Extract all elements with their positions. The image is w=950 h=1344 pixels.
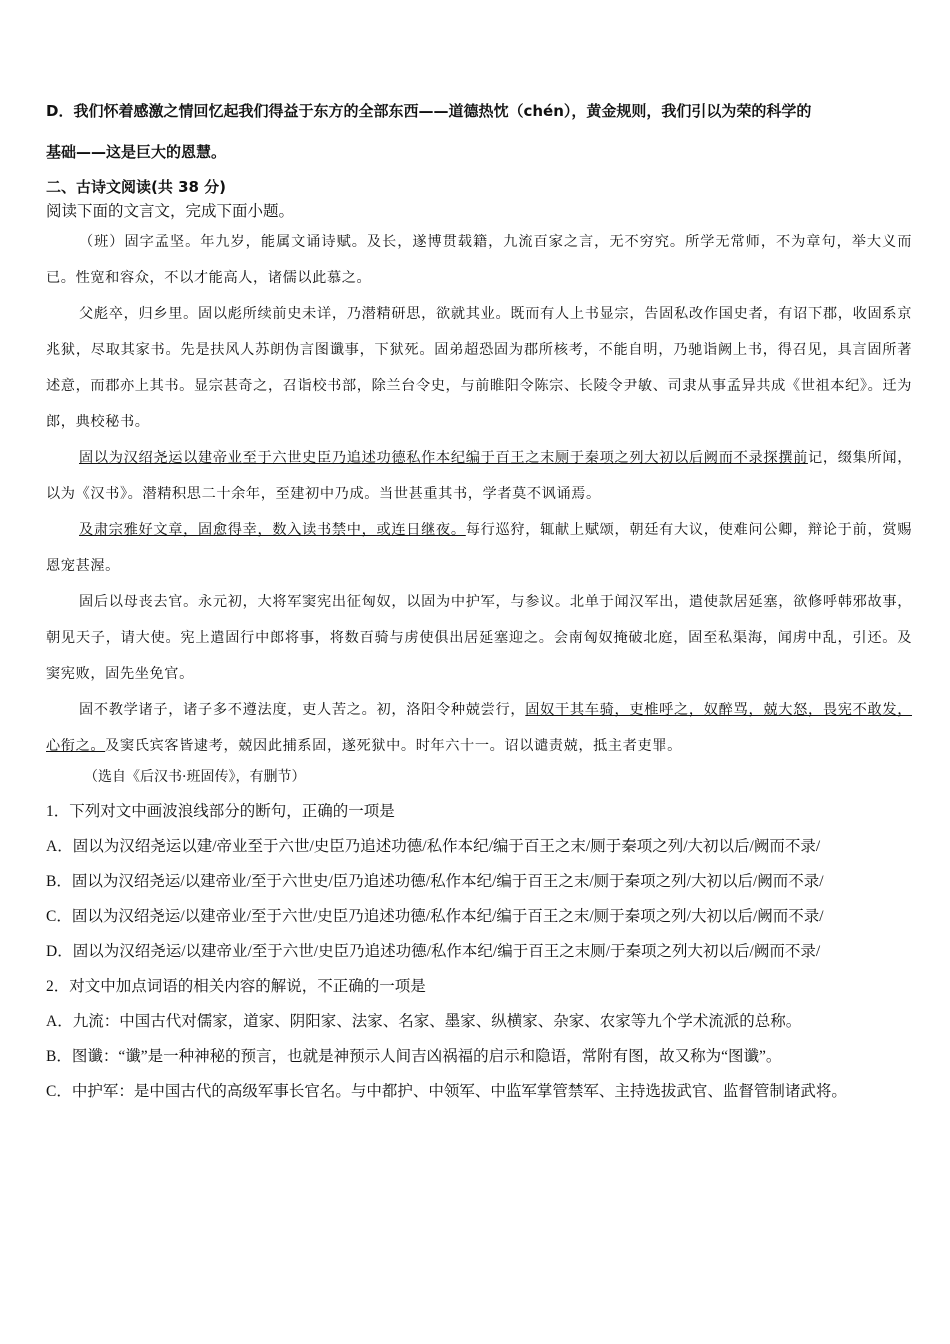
instruction: 阅读下面的文言文，完成下面小题。 — [46, 203, 295, 220]
question-1-option-d: D．固以为汉绍尧运/以建帝业/至于六世/史臣乃追述功德/私作本纪/编于百王之末厕/于秦项之列大初以后/阙而不录/ — [46, 943, 821, 960]
passage-paragraph-2: 父彪卒，归乡里。固以彪所续前史未详，乃潜精研思，欲就其业。既而有人上书显宗，告固私改作国史者，有诏下郡，收固系京兆狱，尽取其家书。先是扶风人苏朗伪言图谶事，下狱死。固弟超恐固为郡所核考，不能自明，乃驰诣阙上书，得召见，具言固所著述意，而郡亦上其书。显宗甚奇之，召诣校书部，除兰台令史，与前睢阳令陈宗、长陵令尹敏、司隶从事孟异共成《世祖本纪》。迁为郎，典校秘书。 — [46, 306, 912, 430]
passage-paragraph-1: （班）固字孟坚。年九岁，能属文诵诗赋。及长，遂博贯载籍，九流百家之言，无不穷究。所学无常师，不为章句，举大义而已。性宽和容众，不以才能高人，诸儒以此慕之。 — [46, 234, 912, 286]
passage-text: 及窦氏宾客皆逮考，兢因此捕系固，遂死狱中。时年六十一。诏以谴责兢，抵主者吏罪。 — [105, 738, 682, 754]
question-2-option-b: B．图谶：“谶”是一种神秘的预言，也就是神预示人间吉凶祸福的启示和隐语，常附有图，故又称为“图谶”。 — [46, 1048, 782, 1065]
passage-source: （选自《后汉书·班固传》，有删节） — [84, 769, 306, 785]
question-1-option-b: B．固以为汉绍尧运/以建帝业/至于六世史/臣乃追述功德/私作本纪/编于百王之末/厕于秦项之列/大初以后/阙而不录/ — [46, 873, 824, 890]
classical-passage — [46, 224, 912, 764]
question-1-option-c: C．固以为汉绍尧运/以建帝业/至于六世/史臣乃追述功德/私作本纪/编于百王之末/厕于秦项之列/大初以后/阙而不录/ — [46, 908, 824, 925]
option-d-line1: D．我们怀着感激之情回忆起我们得益于东方的全部东西——道德热忱（chén），黄金规则，我们引以为荣的科学的 — [46, 102, 812, 120]
passage-text: 每行巡狩，辄献上赋颂，朝廷有大议，使难问公卿，辩论于前，赏赐恩宠甚渥。 — [46, 522, 912, 574]
wavy-underlined-text: 固以为汉绍尧运以建帝业至于六世史臣乃追述功德私作本纪编于百王之末厕于秦项之列大初以后阙而不录探撰前 — [79, 450, 808, 466]
passage-paragraph-6 — [46, 692, 912, 764]
passage-paragraph-4 — [46, 512, 912, 584]
passage-paragraph-5: 固后以母丧去官。永元初，大将军窦宪出征匈奴，以固为中护军，与参议。北单于闻汉军出，遣使款居延塞，欲修呼韩邪故事，朝见天子，请大使。宪上遣固行中郎将事，将数百骑与虏使俱出居延塞迎之。会南匈奴掩破北庭，固至私渠海，闻虏中乱，引还。及窦宪败，固先坐免官。 — [46, 594, 912, 682]
passage-paragraph-3 — [46, 440, 912, 512]
section-title: 二、古诗文阅读(共 38 分) — [46, 178, 227, 196]
question-1-stem: 1．下列对文中画波浪线部分的断句，正确的一项是 — [46, 803, 395, 820]
question-2-option-c: C．中护军：是中国古代的高级军事长官名。与中都护、中领军、中监军掌管禁军、主持选拔武官、监督管制诸武将。 — [46, 1083, 847, 1100]
question-2-stem: 2．对文中加点词语的相关内容的解说，不正确的一项是 — [46, 978, 426, 995]
option-d-line2: 基础——这是巨大的恩慧。 — [46, 143, 227, 161]
question-1-option-a: A．固以为汉绍尧运以建/帝业至于六世/史臣乃追述功德/私作本纪/编于百王之末/厕于秦项之列/大初以后/阙而不录/ — [46, 838, 821, 855]
underlined-sentence: 固奴干其车骑，吏椎呼之，奴醉骂，兢大怒，畏宪不敢发，心衔之。 — [46, 702, 912, 754]
question-2-option-a: A．九流：中国古代对儒家，道家、阴阳家、法家、名家、墨家、纵横家、杂家、农家等九个学术流派的总称。 — [46, 1013, 802, 1030]
underlined-sentence: 及肃宗雅好文章，固愈得幸，数入读书禁中，或连日继夜。 — [79, 522, 466, 538]
passage-text: 记，缀集所闻，以为《汉书》。潜精积思二十余年，至建初中乃成。当世甚重其书，学者莫不讽诵焉。 — [46, 450, 912, 502]
passage-text: 固不教学诸子，诸子多不遵法度，吏人苦之。初，洛阳令种兢尝行， — [79, 702, 526, 718]
question-block — [46, 794, 912, 1109]
